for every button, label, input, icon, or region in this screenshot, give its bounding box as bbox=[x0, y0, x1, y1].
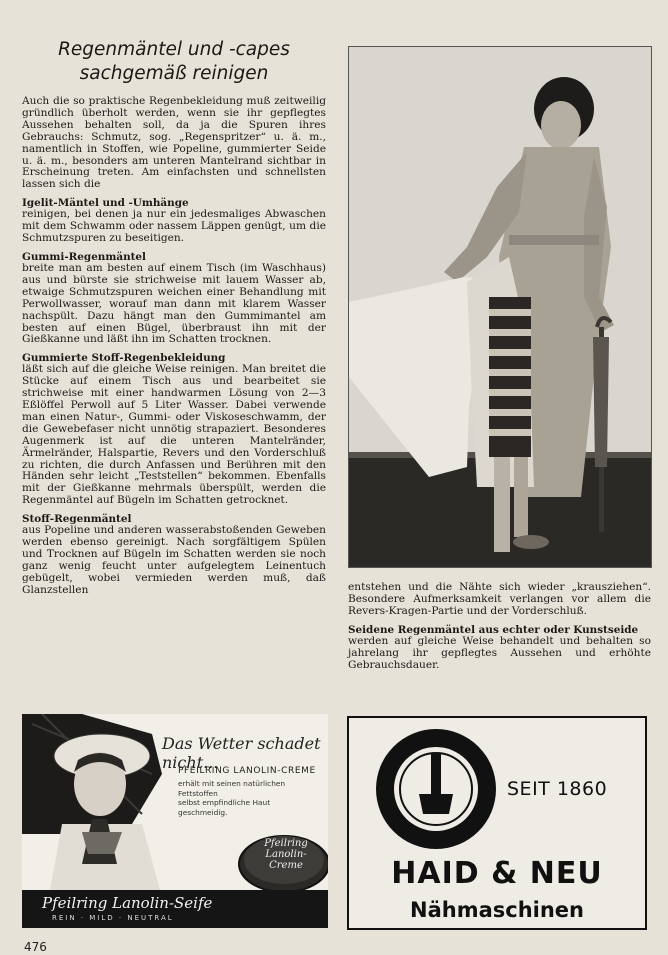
ad-soap-subline: REIN · MILD · NEUTRAL bbox=[52, 914, 174, 922]
striped-skirt bbox=[489, 297, 531, 457]
section-heading: Seidene Regenmäntel aus echter oder Kunstseide bbox=[348, 623, 639, 636]
section-heading: Gummierte Stoff-Regenbekleidung bbox=[22, 352, 226, 365]
ad-product-title: PFEILRING LANOLIN-CREME bbox=[178, 766, 316, 776]
continuation-text: entstehen und die Nähte sich wieder „krausziehen“. Besondere Aufmerksamkeit verlangen vor allem die Revers-Kragen-Partie und der Vorderschluß. bbox=[348, 581, 651, 617]
haid-neu-advertisement bbox=[347, 716, 647, 930]
article-left-column bbox=[22, 38, 326, 597]
woman-in-raincoat-illustration bbox=[349, 47, 651, 567]
tin-label: Pfeilring Lanolin- Creme bbox=[264, 838, 308, 871]
ad-tagline: Das Wetter schadet nicht... bbox=[162, 734, 321, 772]
section-heading: Igelit-Mäntel und -Umhänge bbox=[22, 197, 189, 210]
section-text: reinigen, bei denen ja nur ein jedesmaliges Abwaschen mit dem Schwamm oder nassem Läppen genügt, um die Schmutzspuren zu beseitigen. bbox=[22, 208, 326, 245]
section-heading: Gummi-Regenmäntel bbox=[22, 250, 146, 263]
pfeilring-advertisement bbox=[22, 714, 328, 928]
ad-soap-name: Pfeilring Lanolin-Seife bbox=[42, 894, 213, 912]
since-label: SEIT 1860 bbox=[507, 778, 608, 800]
section-text: aus Popeline und anderen wasserabstoßenden Geweben werden ebenso gereinigt. Nach sorgfältigem Spülen und Trocknen auf Bügeln im Schatten werden sie noch ganz wenig feucht unter aufgelegtem Leinentuch gebügelt, wobei vermieden werden muß, daß Glanzstellen bbox=[22, 524, 326, 596]
raincoat-photo bbox=[348, 46, 652, 568]
product-name: Nähmaschinen bbox=[410, 898, 584, 922]
article-right-column bbox=[348, 582, 651, 671]
article-headline bbox=[22, 38, 326, 86]
brand-name: HAID & NEU bbox=[391, 856, 603, 891]
headline-line-2: sachgemäß reinigen bbox=[79, 63, 269, 84]
section-text: breite man am besten auf einem Tisch (im Waschhaus) aus und bürste sie strichweise mit lauem Wasser ab, etwaige Schmutzspuren weichen einer Behandlung mit Perwollwasser, worauf man dann mit klarem Wasser nachspült. Dazu hängt man den Gummimantel am besten auf einen Bügel, überbraust ihn mit der Gießkanne und läßt ihn im Schatten trocknen. bbox=[22, 261, 326, 346]
section-text: werden auf gleiche Weise behandelt und behalten so jahrelang ihr gepflegtes Aussehen und erhöhte Gebrauchsdauer. bbox=[348, 634, 651, 671]
section-text: läßt sich auf die gleiche Weise reinigen. Man breitet die Stücke auf einem Tisch aus und bearbeitet sie strichweise mit einer handwarmen Lösung von 2—3 Eßlöffel Perwoll auf 5 Liter Wasser. Dabei verwende man einen Natur-, Gummi- oder Viskoseschwamm, der die Gewebefaser nicht unnötig strapaziert. Besonderes Augenmerk ist auf die unteren Mantelränder, Ärmelränder, Halspartie, Revers und den Vorderschluß zu richten, die durch Anfassen und Berühren mit den Händen sehr leicht „Teststellen“ bekommen. Ebenfalls mit der Gießkanne mehrmals überspült, werden die Regenmäntel auf Bügeln im Schatten getrocknet. bbox=[22, 363, 326, 507]
headline-line-1: Regenmäntel und -capes bbox=[58, 39, 290, 60]
section-heading: Stoff-Regenmäntel bbox=[22, 513, 132, 526]
page-number: 476 bbox=[24, 940, 47, 954]
ad-description: erhält mit seinen natürlichen Fettstoffen selbst empfindliche Haut geschmeidig. bbox=[178, 779, 286, 817]
haid-neu-seal-logo bbox=[371, 724, 501, 854]
article-intro: Auch die so praktische Regenbekleidung muß zeitweilig gründlich überholt werden, wenn sie ihr gepflegtes Aussehen behalten soll, da ja die Spuren ihres Gebrauchs: Schmutz, sog. „Regenspritzer“ u. ä. m., namentlich in Stoffen, wie Popeline, gummierter Seide u. ä. m., besonders am unteren Mantelrand sichtbar in Erscheinung treten. Am einfachsten und schnellsten lassen sich die bbox=[22, 95, 326, 191]
